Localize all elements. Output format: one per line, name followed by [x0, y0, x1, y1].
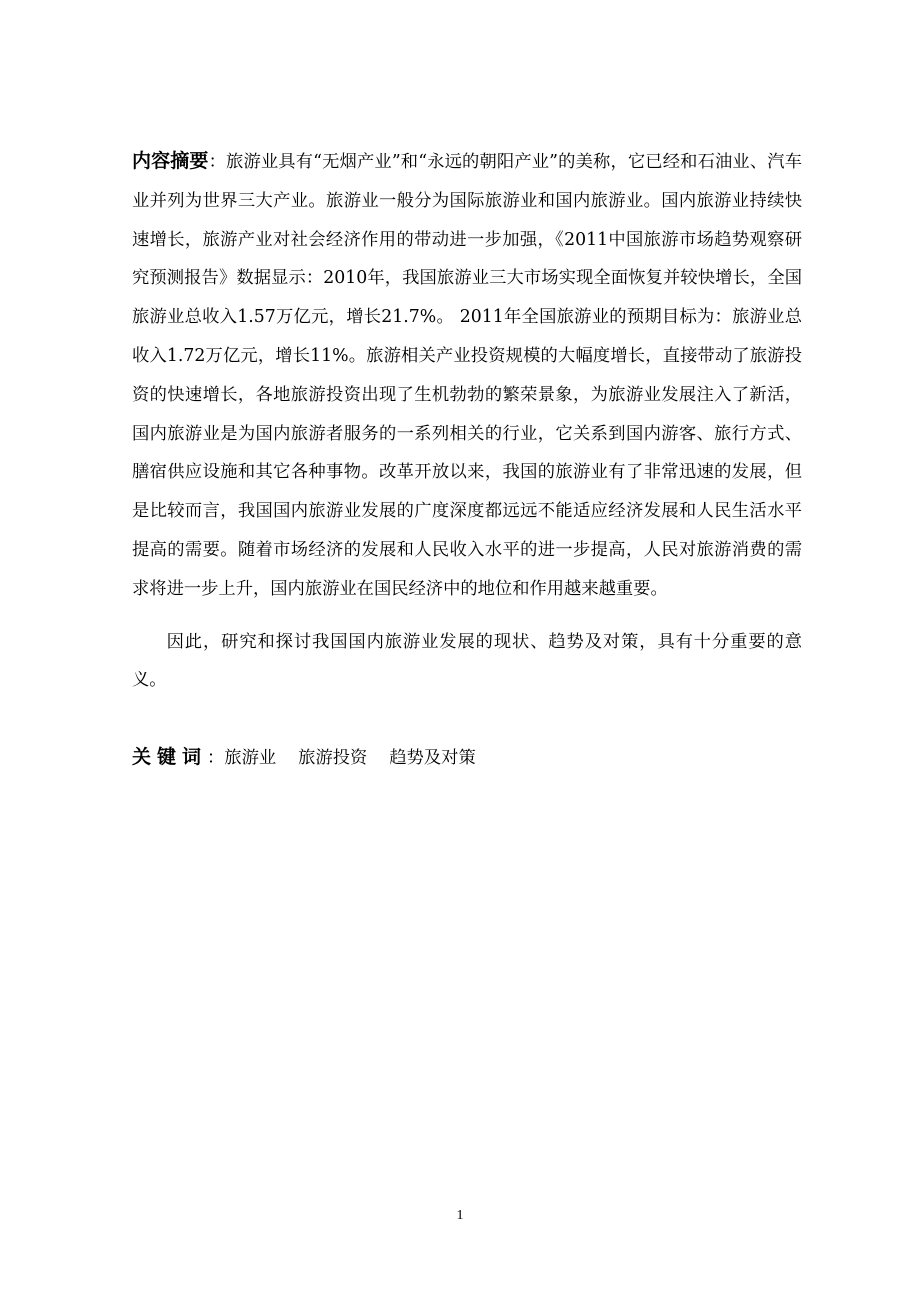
keywords-label-colon: ： [207, 748, 225, 769]
keyword-item: 趋势及对策 [389, 748, 476, 769]
abstract-label-colon: ： [208, 152, 227, 172]
abstract-text: 旅游业具有“无烟产业”和“永远的朝阳产业”的美称，它已经和石油业、汽车业并列为世界三大产业。旅游业一般分为国际旅游业和国内旅游业。国内旅游业持续快速增长，旅游产业对社会经济作用的带动进一步加强，《2011中国旅游市场趋势观察研究预测报告》数据显示：2010年，我国旅游业三大市场实现全面恢复并较快增长，全国旅游业总收入1.57万亿元，增长21.7%。 2011年全国旅游业的预期目标为：旅游业总收入1.72万亿元，增长11%。旅游相关产业投资规模的大幅度增长，直接带动了旅游投资的快速增长，各地旅游投资出现了生机勃勃的繁荣景象，为旅游业发展注入了新活，国内旅游业是为国内旅游者服务的一系列相关的行业，它关系到国内游客、旅行方式、膳宿供应设施和其它各种事物。改革开放以来，我国的旅游业有了非常迅速的发展，但是比较而言，我国国内旅游业发展的广度深度都远远不能适应经济发展和人民生活水平提高的需要。随着市场经济的发展和人民收入水平的进一步提高，人民对旅游消费的需求将进一步上升，国内旅游业在国民经济中的地位和作用越来越重要。 [132, 152, 802, 599]
conclusion-paragraph: 因此，研究和探讨我国国内旅游业发展的现状、趋势及对策，具有十分重要的意义。 [132, 631, 802, 691]
keyword-item: 旅游业 [224, 748, 277, 769]
abstract-paragraph [132, 142, 802, 609]
abstract-label: 内容摘要 [132, 150, 209, 172]
page-number: 1 [456, 1208, 464, 1223]
keyword-item: 旅游投资 [298, 748, 368, 769]
keywords-line [132, 738, 802, 778]
document-content [132, 142, 802, 778]
keywords-label: 关键词 [132, 746, 208, 769]
